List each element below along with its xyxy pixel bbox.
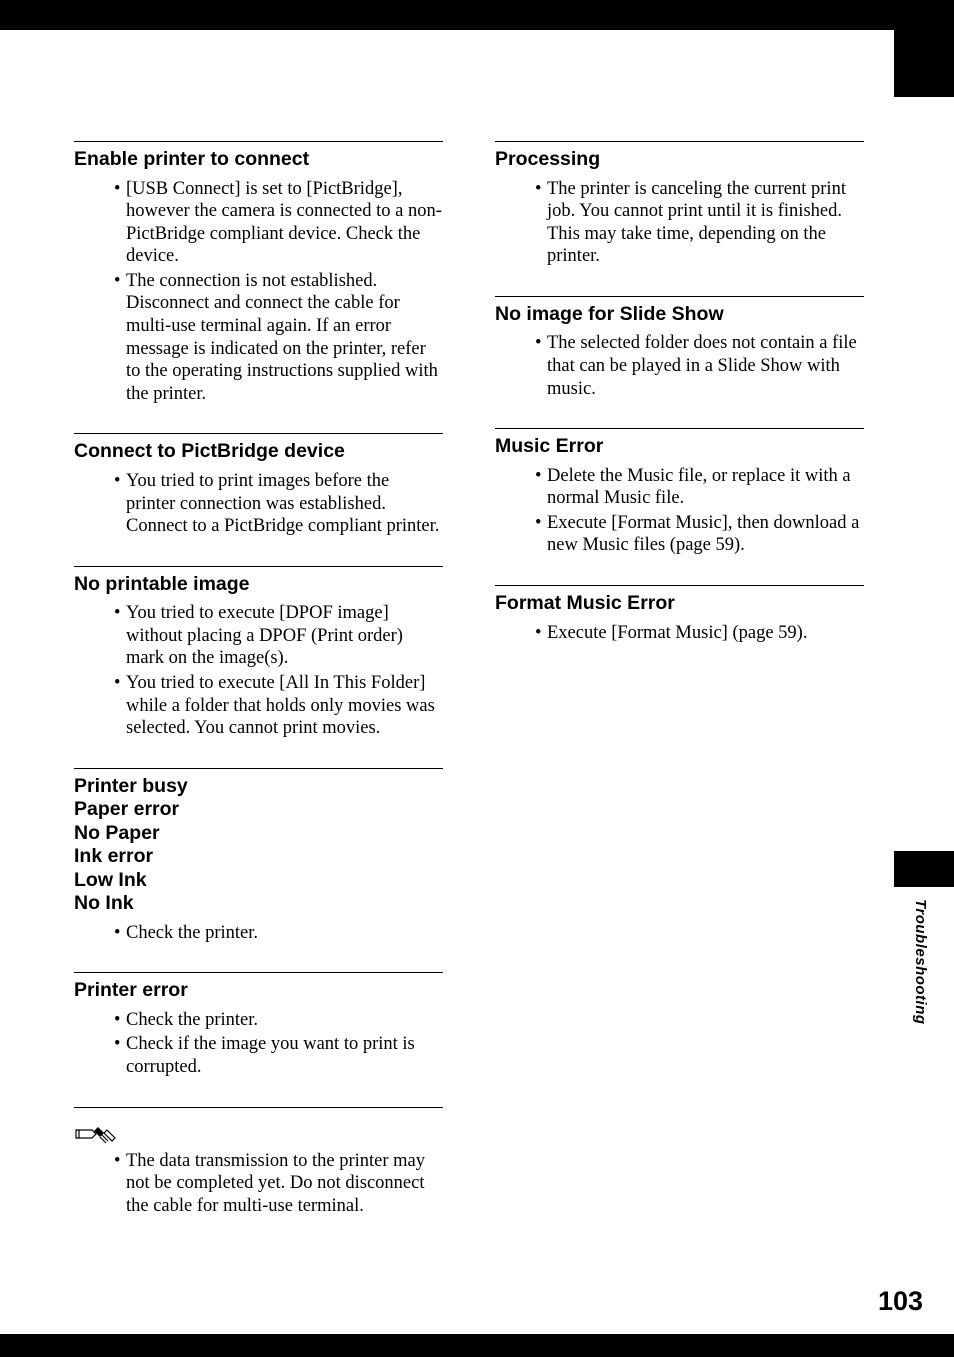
bullet-text: The printer is canceling the current print job. You cannot print until it is finished. This may take time, depending on the printer. bbox=[547, 178, 846, 267]
heading-line: Processing bbox=[495, 148, 601, 170]
heading-line: No image for Slide Show bbox=[495, 302, 724, 325]
bullet-text: The selected folder does not contain a file that can be played in a Slide Show with music. bbox=[547, 333, 857, 399]
bullet-item: • The data transmission to the printer may not be completed yet. Do not disconnect the cable for multi-use terminal. bbox=[114, 1150, 426, 1216]
heading-line: No printable image bbox=[74, 572, 250, 595]
section-printer-busy bbox=[74, 768, 443, 945]
section-printer-error bbox=[74, 972, 443, 1078]
heading-line: Music Error bbox=[495, 435, 604, 458]
top-corner-tab bbox=[894, 30, 954, 97]
page-number: 103 bbox=[878, 1286, 924, 1316]
bullet-item: • Delete the Music file, or replace it with a normal Music file. bbox=[535, 465, 851, 509]
bullet-item: • The printer is canceling the current print job. You cannot print until it is finished. This may take time, depending on the printer. bbox=[535, 178, 846, 267]
section-connect-pictbridge bbox=[74, 433, 443, 537]
top-black-bar bbox=[0, 0, 954, 30]
bullet-text: Check the printer. bbox=[126, 922, 259, 943]
section-format-music-error bbox=[495, 585, 864, 644]
section-heading bbox=[74, 775, 443, 916]
heading-line: Ink error bbox=[74, 845, 154, 868]
bullet-text: Execute [Format Music], then download a new Music files (page 59). bbox=[547, 512, 860, 556]
bullet-item: • You tried to execute [All In This Folder] while a folder that holds only movies was selected. You cannot print movies. bbox=[114, 673, 435, 739]
heading-line: Format Music Error bbox=[495, 592, 675, 615]
bullet-text: Execute [Format Music] (page 59). bbox=[547, 622, 808, 643]
bullet-item: • Check the printer. bbox=[114, 1009, 259, 1030]
bullet-item: • You tried to execute [DPOF image] without placing a DPOF (Print order) mark on the image(s). bbox=[114, 603, 403, 669]
bullet-item: • Execute [Format Music] (page 59). bbox=[535, 622, 808, 643]
section-no-printable-image bbox=[74, 566, 443, 740]
bullet-text: The data transmission to the printer may not be completed yet. Do not disconnect the cable for multi-use terminal. bbox=[126, 1150, 426, 1216]
heading-line: Printer busy bbox=[74, 774, 188, 797]
bullet-item: • [USB Connect] is set to [PictBridge], however the camera is connected to a non-PictBridge compliant device. Check the device. bbox=[114, 178, 442, 267]
section-enable-printer bbox=[74, 141, 443, 405]
section-heading bbox=[74, 148, 443, 172]
bullet-text: Check if the image you want to print is corrupted. bbox=[126, 1034, 415, 1078]
heading-line: Printer error bbox=[74, 979, 188, 1002]
section-music-error bbox=[495, 428, 864, 557]
bullet-item: • Check the printer. bbox=[114, 922, 259, 943]
bullet-item: • Check if the image you want to print is corrupted. bbox=[114, 1034, 415, 1078]
bullet-text: You tried to execute [DPOF image] without placing a DPOF (Print order) mark on the image(s). bbox=[126, 603, 403, 669]
heading-line: Connect to PictBridge device bbox=[74, 440, 345, 463]
section-heading bbox=[74, 979, 443, 1003]
note-section bbox=[74, 1107, 443, 1218]
bottom-black-bar bbox=[0, 1334, 954, 1357]
heading-line: Enable printer to connect bbox=[74, 148, 310, 170]
section-processing bbox=[495, 141, 864, 268]
bullet-text: You tried to print images before the printer connection was established. Connect to a PictBridge compliant printer. bbox=[126, 470, 440, 537]
note-pencil-icon bbox=[74, 1124, 118, 1144]
heading-line: No Ink bbox=[74, 892, 134, 915]
bullet-text: The connection is not established. Disconnect and connect the cable for multi-use terminal again. If an error message is indicated on the printer, refer to the operating instructions supplied with the printer. bbox=[126, 270, 438, 404]
section-heading bbox=[495, 435, 864, 459]
bullet-item: • Execute [Format Music], then download a new Music files (page 59). bbox=[535, 512, 860, 556]
bullet-text: [USB Connect] is set to [PictBridge], however the camera is connected to a non-PictBridge compliant device. Check the device. bbox=[126, 178, 442, 267]
bullet-text: Delete the Music file, or replace it with a normal Music file. bbox=[547, 465, 851, 509]
bullet-item: • The connection is not established. Disconnect and connect the cable for multi-use terminal again. If an error message is indicated on the printer, refer to the operating instructions supplied with the printer. bbox=[114, 270, 438, 404]
chapter-label: Troubleshooting bbox=[912, 899, 929, 1025]
heading-line: No Paper bbox=[74, 821, 160, 844]
right-column bbox=[495, 141, 864, 672]
heading-line: Paper error bbox=[74, 798, 180, 821]
section-heading bbox=[495, 148, 864, 172]
section-heading bbox=[495, 303, 864, 327]
bullet-item: • The selected folder does not contain a file that can be played in a Slide Show with music. bbox=[535, 333, 857, 399]
chapter-tab bbox=[894, 851, 954, 887]
left-column bbox=[74, 141, 443, 1245]
section-heading bbox=[74, 440, 443, 464]
bullet-text: Check the printer. bbox=[126, 1009, 259, 1030]
section-no-image-slideshow bbox=[495, 296, 864, 400]
bullet-text: You tried to execute [All In This Folder] while a folder that holds only movies was selected. You cannot print movies. bbox=[126, 673, 435, 739]
bullet-item: • You tried to print images before the printer connection was established. Connect to a PictBridge compliant printer. bbox=[114, 470, 440, 537]
section-heading bbox=[74, 573, 443, 597]
heading-line: Low Ink bbox=[74, 868, 147, 891]
section-heading bbox=[495, 592, 864, 616]
